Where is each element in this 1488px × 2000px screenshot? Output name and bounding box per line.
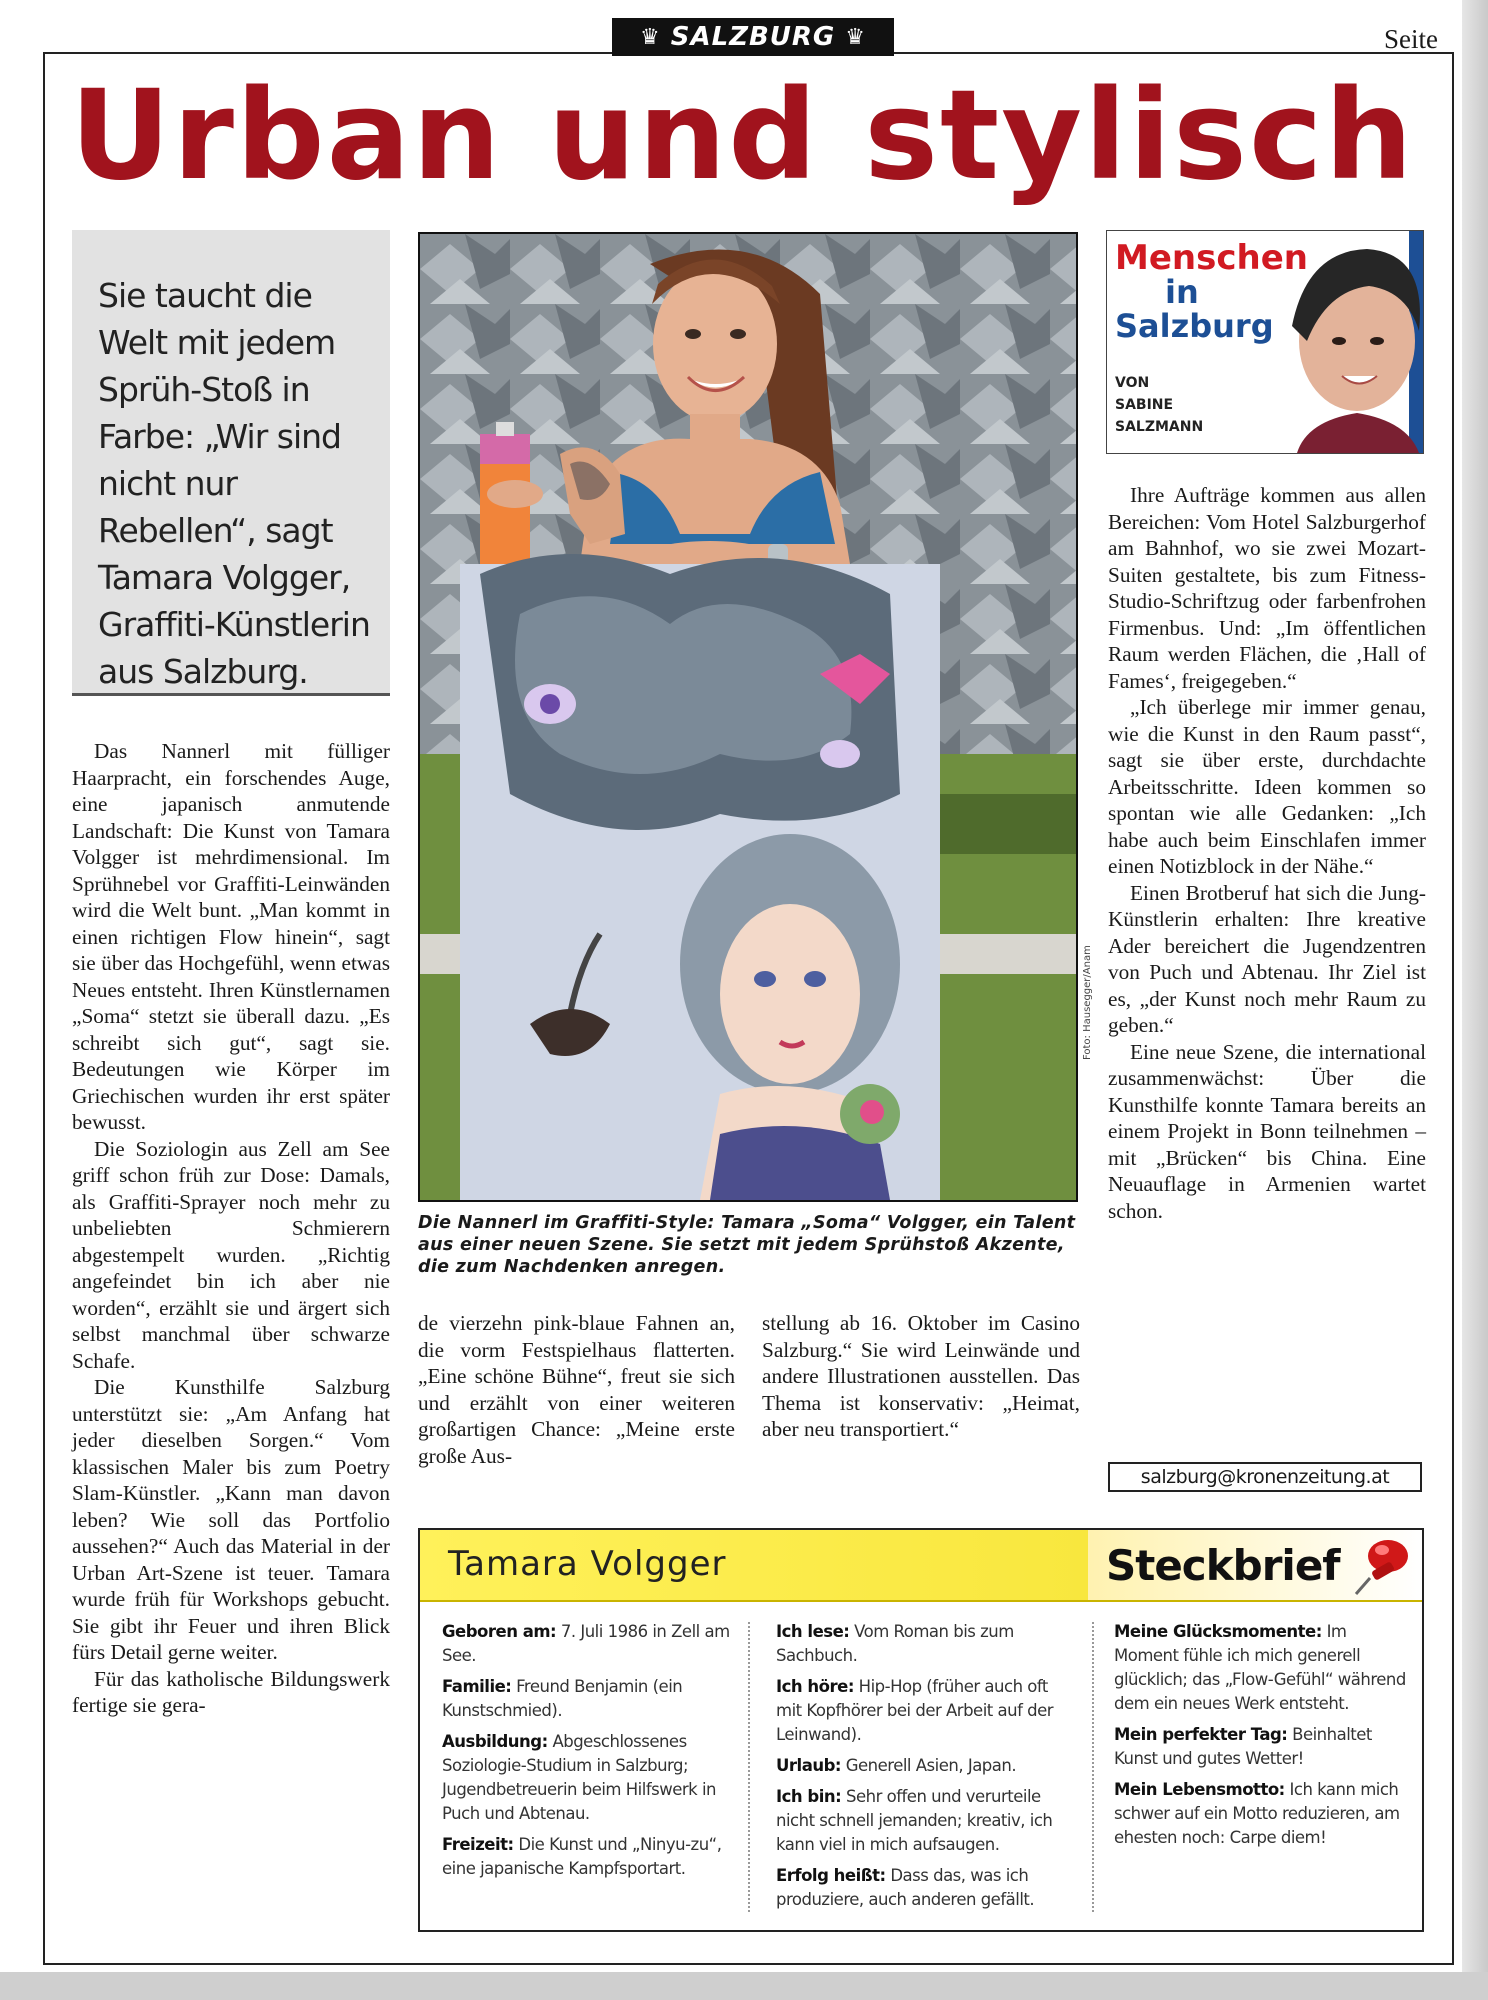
profile-column-1 [442, 1620, 732, 1888]
profile-key: Familie: [442, 1677, 512, 1696]
profile-value: Vom Roman bis zum Sachbuch. [776, 1622, 1014, 1665]
page-edge-shadow-right [1462, 0, 1488, 2000]
profile-item [442, 1675, 732, 1723]
paragraph: Einen Brotberuf hat sich die Jung-Künstlerin erhalten: Ihre kreative Ader bereichert die Jugendzentren von Puch und Abtenau. Ihr Ziel ist es, „der Kunst noch mehr Raum zu geben.“ [1108, 880, 1426, 1037]
section-masthead [612, 18, 894, 56]
graffiti-artist-photo [420, 234, 1076, 1200]
profile-item [442, 1833, 732, 1881]
profile-key: Mein Lebensmotto: [1114, 1780, 1285, 1799]
paragraph: Die Kunsthilfe Salzburg unterstützt sie: „Am Anfang hat jeder dieselben Sorgen.“ Vom klassischen Maler bis zum Poetry Slam-Künstler. „Kann man davon leben? Wie soll das Portfolio aussehen?“ Auch das Material in der Urban Art-Szene ist teuer. Tamara wurde früh für Workshops gebucht. Sie gibt ihr Feuer und ihren Blick fürs Detail gerne weiter. [72, 1375, 390, 1664]
badge-line2: in [1165, 273, 1199, 311]
profile-item [442, 1730, 732, 1826]
profile-key: Ausbildung: [442, 1732, 548, 1751]
profile-item [442, 1620, 732, 1668]
article-column-4 [1108, 482, 1426, 1224]
profile-value: Hip-Hop (früher auch oft mit Kopfhörer bei der Arbeit auf der Leinwand). [776, 1677, 1054, 1744]
headline: Urban und stylisch [70, 64, 1415, 208]
profile-value: 7. Juli 1986 in Zell am See. [442, 1622, 730, 1665]
profile-divider [1092, 1622, 1094, 1912]
profile-item [776, 1620, 1076, 1668]
article-column-1 [72, 738, 390, 1719]
article-photo [418, 232, 1078, 1202]
profile-item [1114, 1723, 1406, 1771]
teaser-box [72, 230, 390, 696]
profile-value: Dass das, was ich produziere, auch anderen gefällt. [776, 1866, 1035, 1909]
badge-line1: Menschen [1115, 238, 1308, 278]
paragraph: stellung ab 16. Oktober im Casino Salzburg.“ Sie wird Leinwände und andere Illustrationen ausstellen. Das Thema ist konservativ: „Heimat, aber neu transportiert.“ [762, 1311, 1080, 1441]
contact-email[interactable]: salzburg@kronenzeitung.at [1108, 1462, 1422, 1492]
profile-key: Geboren am: [442, 1622, 557, 1641]
badge-line3: Salzburg [1115, 307, 1274, 345]
profile-key: Meine Glücksmomente: [1114, 1622, 1322, 1641]
crest-icon: ♛ [845, 24, 867, 50]
paragraph: Das Nannerl mit fülliger Haarpracht, ein forschendes Auge, eine japanisch anmutende Landschaft: Die Kunst von Tamara Volgger ist mehrdimensional. Im Sprühnebel vor Graffiti-Leinwänden wird die Welt bunt. „Man kommt in einen richtigen Flow hinein“, sagt sie über das Hochgefühl, wenn etwas Neues entsteht. Ihren Künstlernamen „Soma“ stetzt sie überall dazu. „Es schreibt sich gut“, sagt sie. Bedeutungen wie Körper im Griechischen wurden ihr erst später bewusst. [72, 739, 390, 1134]
profile-value: Generell Asien, Japan. [845, 1756, 1017, 1775]
column-badge [1106, 230, 1424, 454]
profile-item [776, 1785, 1076, 1857]
profile-item [776, 1754, 1076, 1778]
paragraph: Die Soziologin aus Zell am See griff schon früh zur Dose: Damals, als Graffiti-Sprayer noch mehr zu unbeliebten Schmierern abgestempelt wurden. „Richtig angefeindet bin ich aber nie worden“, erzählt sie und ärgert sich selbst manchmal über schwarze Schafe. [72, 1136, 390, 1373]
profile-value: Die Kunst und „Ninyu-zu“, eine japanische Kampfsportart. [442, 1835, 722, 1878]
profile-column-2 [776, 1620, 1076, 1919]
profile-value: Sehr offen und verurteile nicht schnell jemanden; kreativ, ich kann viel in mich aufsaugen. [776, 1787, 1053, 1854]
paragraph: Für das katholische Bildungswerk fertige sie gera- [72, 1666, 390, 1717]
paragraph: de vierzehn pink-blaue Fahnen an, die vorm Festspielhaus flatterten. „Eine schöne Bühne“, freut sie sich und erzählt von einer weiteren großartigen Chance: „Meine erste große Aus- [418, 1311, 735, 1468]
page-label: Seite [1384, 24, 1438, 54]
profile-name: Tamara Volgger [448, 1544, 727, 1584]
page-edge-shadow-bottom [0, 1972, 1488, 2000]
crest-icon: ♛ [639, 24, 661, 50]
profile-item [776, 1675, 1076, 1747]
article-column-2 [418, 1310, 735, 1469]
profile-header [420, 1530, 1422, 1602]
badge-byline-last: SALZMANN [1115, 419, 1204, 435]
photo-credit: Foto: Hausegger/Anam [1082, 945, 1093, 1060]
teaser-text: Sie taucht die Welt mit jedem Sprüh-Stoß in Farbe: „Wir sind nicht nur Rebellen“, sagt Tamara Volgger, Graffiti-Künstlerin aus Salzburg. [98, 276, 370, 691]
badge-byline-von: VON [1115, 375, 1150, 391]
paragraph: „Ich überlege mir immer genau, wie die Kunst in den Raum passt“, sagt sie über erste, durchdachte Arbeitsschritte. Ideen kommen so spontan wie alle Gedanken: „Ich habe auch beim Einschlafen immer einen Notizblock in der Nähe.“ [1108, 695, 1426, 878]
profile-value: Abgeschlossenes Soziologie-Studium in Salzburg; Jugendbetreuerin beim Hilfswerk in Puch und Abtenau. [442, 1732, 717, 1823]
profile-divider [748, 1622, 750, 1912]
profile-value: Im Moment fühle ich mich generell glücklich; das „Flow-Gefühl“ während dem ein neues Werk entsteht. [1114, 1622, 1406, 1713]
profile-value: Beinhaltet Kunst und gutes Wetter! [1114, 1725, 1372, 1768]
profile-key: Freizeit: [442, 1835, 514, 1854]
profile-column-3 [1114, 1620, 1406, 1857]
paragraph: Eine neue Szene, die international zusammenwächst: Über die Kunsthilfe konnte Tamara bereits an einem Projekt in Bonn teilnehmen – mit „Brücken“ bis China. Eine Neuauflage in Armenien wartet schon. [1108, 1039, 1426, 1223]
profile-item [1114, 1620, 1406, 1716]
profile-value: Ich kann mich schwer auf ein Motto reduzieren, am ehesten noch: Carpe diem! [1114, 1780, 1400, 1847]
badge-byline-first: SABINE [1115, 397, 1174, 413]
profile-box [418, 1528, 1424, 1932]
profile-key: Urlaub: [776, 1756, 841, 1775]
profile-value: Freund Benjamin (ein Kunstschmied). [442, 1677, 683, 1720]
column-badge-art [1107, 231, 1423, 453]
profile-item [1114, 1778, 1406, 1850]
article-column-3 [762, 1310, 1080, 1443]
profile-item [776, 1864, 1076, 1912]
profile-label-text: Steckbrief [1106, 1540, 1340, 1590]
profile-key: Ich höre: [776, 1677, 854, 1696]
photo-caption: Die Nannerl im Graffiti-Style: Tamara „Soma“ Volgger, ein Talent aus einer neuen Szene. Sie setzt mit jedem Sprühstoß Akzente, die zum Nachdenken anregen. [418, 1213, 1076, 1277]
section-title: SALZBURG [670, 22, 836, 52]
pushpin-icon [1348, 1530, 1418, 1600]
profile-key: Erfolg heißt: [776, 1866, 886, 1885]
profile-key: Mein perfekter Tag: [1114, 1725, 1288, 1744]
profile-key: Ich lese: [776, 1622, 850, 1641]
paragraph: Ihre Aufträge kommen aus allen Bereichen: Vom Hotel Salzburgerhof am Bahnhof, wo sie zwei Mozart-Suiten gestaltete, bis zum Fitness-Studio-Schriftzug oder farbenfrohen Firmenbus. Und: „Im öffentlichen Raum werden Flächen, die ‚Hall of Fames‘, freigegeben.“ [1108, 483, 1426, 693]
profile-label [1088, 1530, 1422, 1600]
profile-key: Ich bin: [776, 1787, 842, 1806]
